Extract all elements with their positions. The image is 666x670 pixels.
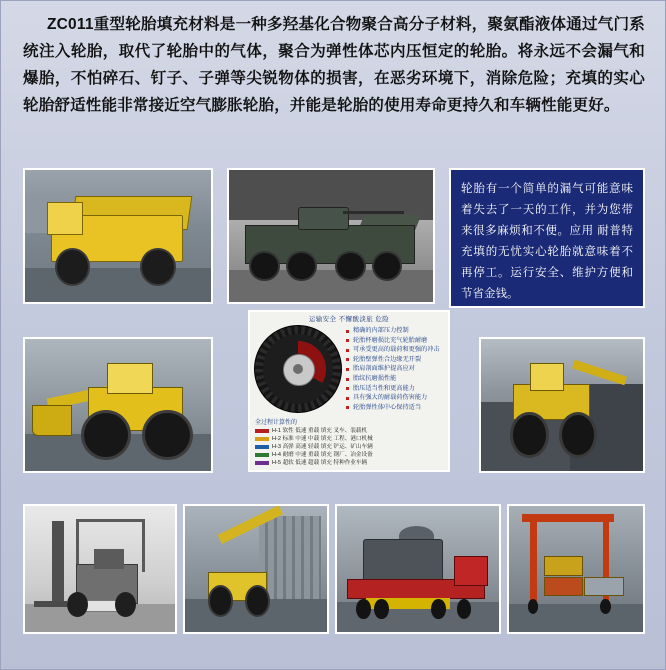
photo-wheel-loader: [23, 337, 213, 473]
spec-text: H-2 标准 中速 中载 填充 工程、港口机械: [272, 436, 373, 442]
forklift-illustration: [25, 506, 175, 632]
photo-forklift: [23, 504, 177, 634]
color-swatch: [255, 453, 269, 457]
table-row: [255, 435, 447, 443]
list-item: 轮胎弹性体中心保持适当: [346, 403, 450, 413]
table-row: [255, 459, 447, 467]
color-swatch: [255, 461, 269, 465]
list-item: 胎纹抗磨损性能: [346, 374, 450, 384]
spec-text: H-3 高弹 高速 轻载 填充 铲运、矿山车辆: [272, 444, 373, 450]
table-row: [255, 427, 447, 435]
list-item: 精确的内部压力控制: [346, 326, 450, 336]
scrap-yard-loader-illustration: [481, 339, 643, 471]
list-item: 具有强大的耐载荷伤害能力: [346, 393, 450, 403]
table-row: [255, 451, 447, 459]
table-row: [255, 443, 447, 451]
photo-armored-personnel-carrier: [227, 168, 435, 304]
photo-telehandler-scaffold: [183, 504, 329, 634]
container-handler-illustration: [509, 506, 643, 632]
heavy-haul-truck-illustration: [337, 506, 499, 632]
info-callout-text: 轮胎有一个简单的漏气可能意味着失去了一天的工作，并为您带来很多麻烦和不便。应用 耐普特 充填的无忧实心轮胎就意味着不再停工。运行安全、维护方便和节省金钱。: [461, 183, 633, 300]
info-callout-box: [449, 168, 645, 308]
list-item: 胎压适当性和更高能力: [346, 384, 450, 394]
color-swatch: [255, 437, 269, 441]
armored-personnel-carrier-illustration: [229, 170, 433, 302]
wheel-loader-illustration: [25, 339, 211, 471]
list-item: 轮胎壁弹性合边缘无开裂: [346, 355, 450, 365]
diagram-title: 运输安全 不懈酸淡旅 危险: [308, 316, 390, 323]
tire-cutaway-diagram: [248, 310, 450, 472]
diagram-spec-legend: [255, 417, 447, 467]
feature-items: [346, 326, 450, 412]
list-item: 可承受更高的载荷和更强的冲击: [346, 345, 450, 355]
telehandler-illustration: [185, 506, 327, 632]
tire-cutaway-graphic: [254, 325, 342, 413]
photo-scrap-yard-loader: [479, 337, 645, 473]
spec-text: H-1 软性 低速 重载 填充 叉车、装载机: [272, 428, 368, 434]
spec-text: H-4 耐磨 中速 重载 填充 钢厂、冶金设备: [272, 452, 373, 458]
color-swatch: [255, 429, 269, 433]
photo-container-handler: [507, 504, 645, 634]
spec-text: H-5 超软 低速 超载 填充 特种作业车辆: [272, 460, 368, 466]
photo-mining-dump-truck: [23, 168, 213, 304]
color-swatch: [255, 445, 269, 449]
diagram-feature-list: [346, 326, 450, 412]
photo-heavy-haul-truck: [335, 504, 501, 634]
list-item: 胎肩剖面维护提高应对: [346, 364, 450, 374]
mining-dump-truck-illustration: [25, 170, 211, 302]
list-item: 轮胎杯磨损比充气轮胎耐磨: [346, 336, 450, 346]
page-title: [23, 11, 645, 119]
headline-text: ZC011重型轮胎填充材料是一种多羟基化合物聚合高分子材料，聚氨酯液体通过气门系统注入轮胎，取代了轮胎中的气体，聚合为弹性体芯内压恒定的轮胎。将永远不会漏气和爆胎，不怕碎石、钉子、子弹等尖锐物体的损害，在恶劣环境下，消除危险；充填的实心轮胎舒适性能非常接近空气膨胀轮胎，并能是轮胎的使用寿命更持久和车辆性能更好。: [23, 16, 645, 114]
legend-title: 全过程计算性的: [255, 420, 298, 426]
